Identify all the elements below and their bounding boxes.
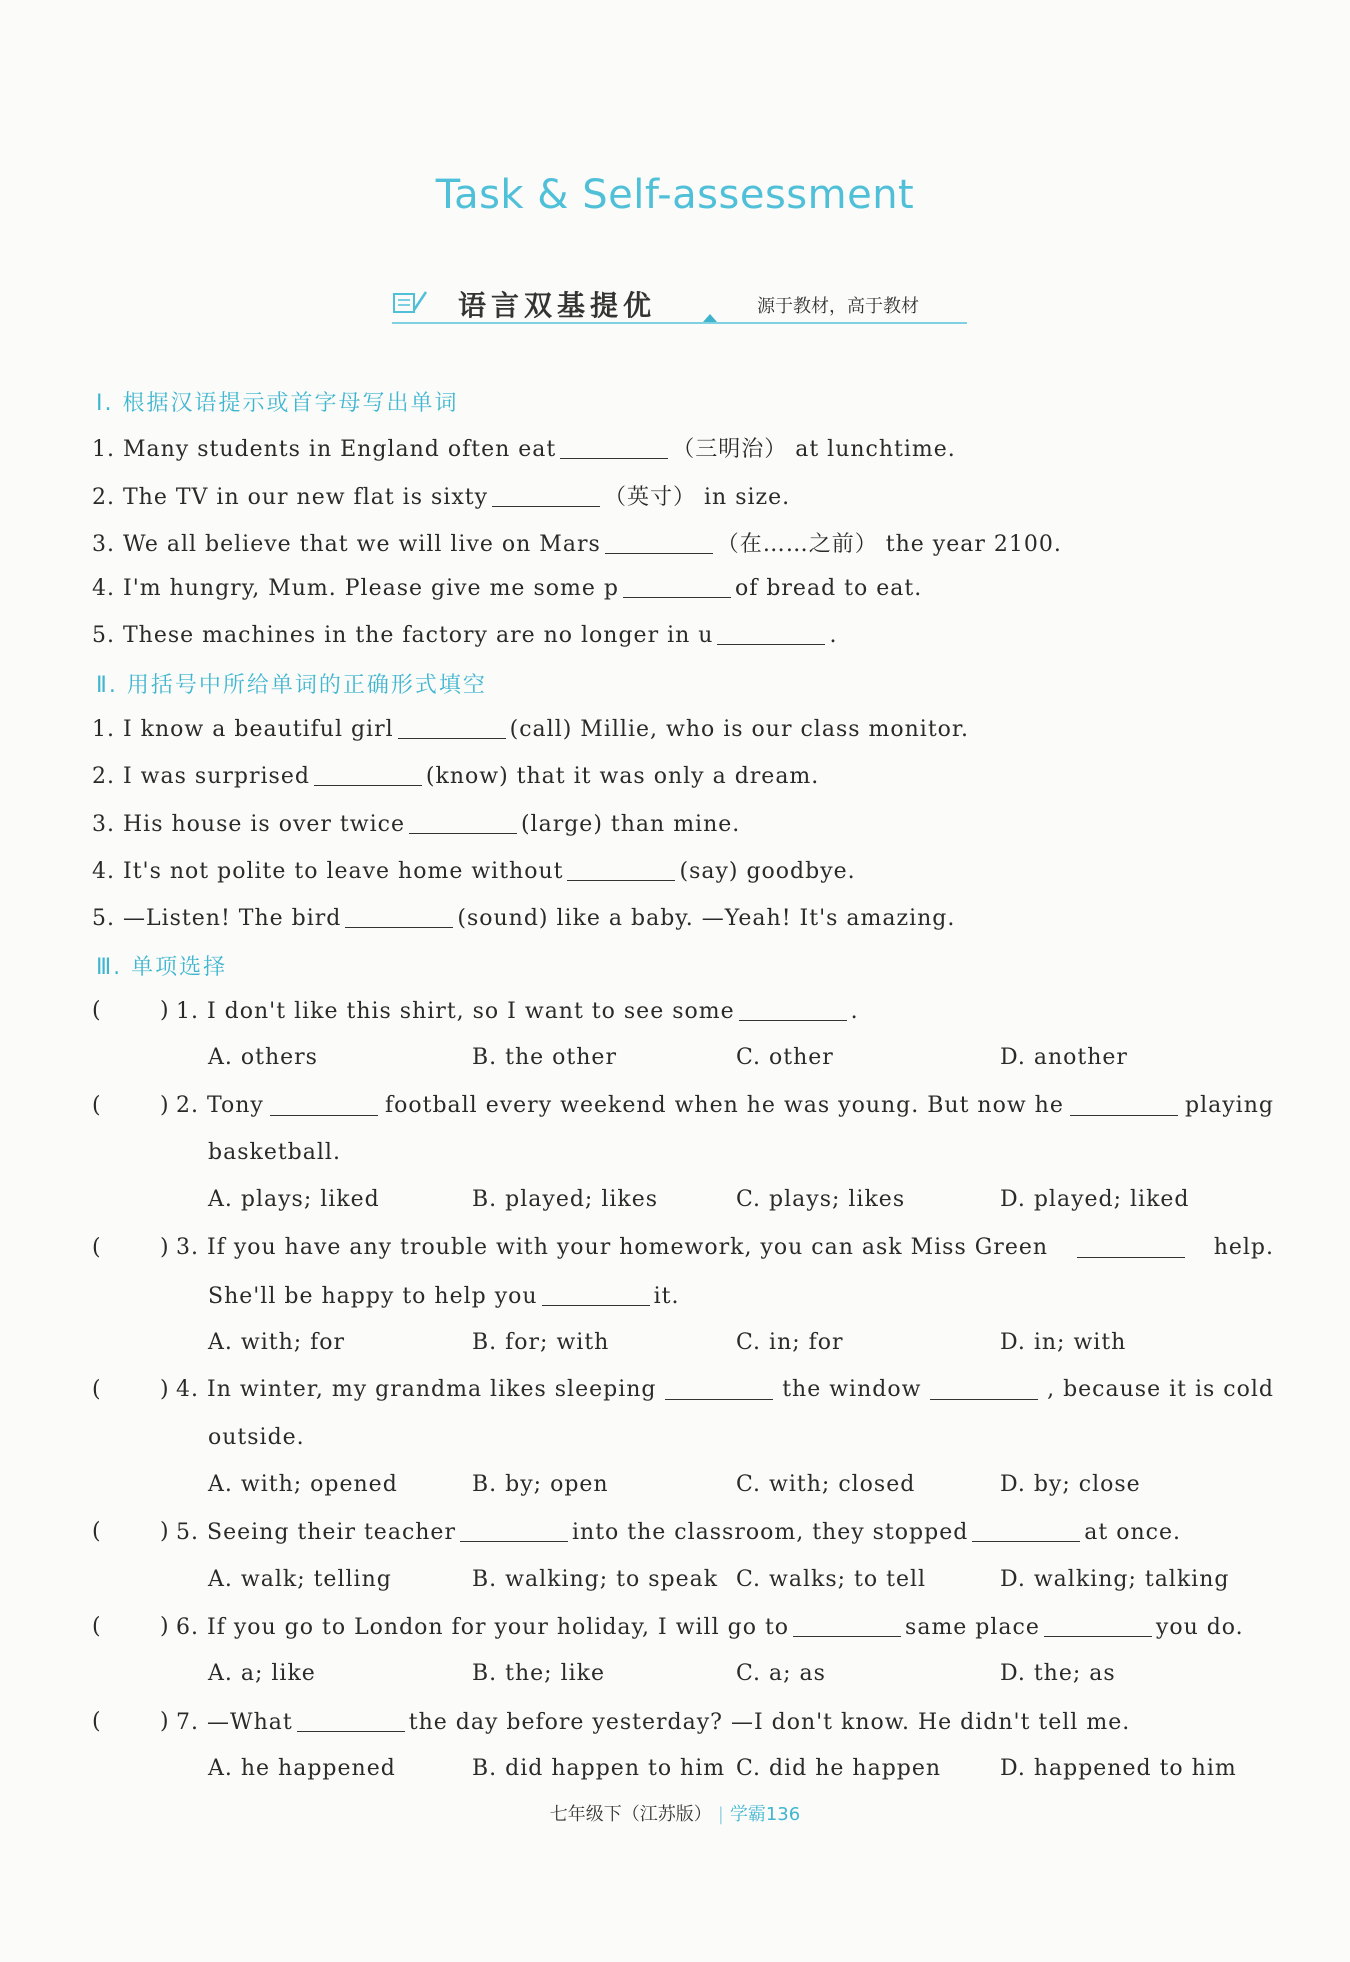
option-c[interactable]: C. other bbox=[736, 1045, 834, 1070]
s3-question-4-cont: outside. bbox=[208, 1425, 305, 1450]
s1-item-3: 3. We all believe that we will live on Mars （在……之前） the year 2100. bbox=[92, 532, 1062, 557]
answer-paren-close: ) bbox=[160, 1614, 169, 1639]
answer-blank[interactable] bbox=[1044, 1614, 1152, 1637]
answer-blank[interactable] bbox=[297, 1709, 405, 1732]
option-a[interactable]: A. walk; telling bbox=[208, 1567, 392, 1592]
s2-item-4: 4. It's not polite to leave home without (say) goodbye. bbox=[92, 859, 856, 884]
option-d[interactable]: D. in; with bbox=[1000, 1330, 1127, 1355]
answer-paren-open[interactable]: ( bbox=[92, 1614, 101, 1639]
option-d[interactable]: D. by; close bbox=[1000, 1472, 1141, 1497]
answer-blank[interactable] bbox=[1070, 1093, 1178, 1116]
s3-question-4: 4. In winter, my grandma likes sleeping the window , because it is cold bbox=[176, 1377, 1274, 1402]
answer-blank[interactable] bbox=[1077, 1235, 1185, 1258]
s1-item-1: 1. Many students in England often eat （三明治） at lunchtime. bbox=[92, 437, 956, 462]
option-a[interactable]: A. plays; liked bbox=[208, 1187, 380, 1212]
option-d[interactable]: D. the; as bbox=[1000, 1661, 1116, 1686]
answer-blank[interactable] bbox=[605, 531, 713, 554]
answer-blank[interactable] bbox=[623, 575, 731, 598]
page-title: Task & Self-assessment bbox=[435, 172, 915, 218]
answer-blank[interactable] bbox=[665, 1377, 773, 1400]
option-d[interactable]: D. walking; talking bbox=[1000, 1567, 1230, 1592]
answer-paren-open[interactable]: ( bbox=[92, 998, 101, 1023]
s1-item-5: 5. These machines in the factory are no longer in u . bbox=[92, 623, 838, 648]
answer-blank[interactable] bbox=[542, 1283, 650, 1306]
option-b[interactable]: B. played; likes bbox=[472, 1187, 659, 1212]
s2-item-2: 2. I was surprised (know) that it was only a dream. bbox=[92, 764, 820, 789]
option-a[interactable]: A. he happened bbox=[208, 1756, 396, 1781]
answer-blank[interactable] bbox=[345, 905, 453, 928]
answer-paren-open[interactable]: ( bbox=[92, 1519, 101, 1544]
answer-blank[interactable] bbox=[793, 1614, 901, 1637]
option-d[interactable]: D. happened to him bbox=[1000, 1756, 1237, 1781]
answer-blank[interactable] bbox=[567, 858, 675, 881]
s3-question-6: 6. If you go to London for your holiday, I will go to same place you do. bbox=[176, 1615, 1244, 1640]
answer-paren-close: ) bbox=[160, 1519, 169, 1544]
option-c[interactable]: C. walks; to tell bbox=[736, 1567, 927, 1592]
option-c[interactable]: C. in; for bbox=[736, 1330, 844, 1355]
s3-question-1: 1. I don't like this shirt, so I want to see some . bbox=[176, 999, 859, 1024]
s2-item-1: 1. I know a beautiful girl (call) Millie, who is our class monitor. bbox=[92, 717, 970, 742]
answer-paren-close: ) bbox=[160, 1709, 169, 1734]
notebook-icon bbox=[392, 288, 428, 316]
answer-blank[interactable] bbox=[314, 763, 422, 786]
answer-paren-open[interactable]: ( bbox=[92, 1709, 101, 1734]
option-a[interactable]: A. with; opened bbox=[208, 1472, 398, 1497]
banner-triangle bbox=[703, 314, 717, 322]
answer-blank[interactable] bbox=[560, 436, 668, 459]
page-number: 136 bbox=[765, 1804, 801, 1825]
option-c[interactable]: C. a; as bbox=[736, 1661, 826, 1686]
section-2-heading: Ⅱ. 用括号中所给单词的正确形式填空 bbox=[96, 673, 487, 698]
option-b[interactable]: B. for; with bbox=[472, 1330, 610, 1355]
s3-question-7: 7. —What the day before yesterday? —I don't know. He didn't tell me. bbox=[176, 1710, 1131, 1735]
answer-blank[interactable] bbox=[972, 1519, 1080, 1542]
option-b[interactable]: B. did happen to him bbox=[472, 1756, 726, 1781]
option-d[interactable]: D. played; liked bbox=[1000, 1187, 1190, 1212]
option-a[interactable]: A. others bbox=[208, 1045, 318, 1070]
section-3-heading: Ⅲ. 单项选择 bbox=[96, 955, 228, 980]
footer-grade: 七年级下（江苏版） bbox=[549, 1804, 712, 1825]
option-b[interactable]: B. the other bbox=[472, 1045, 617, 1070]
answer-paren-close: ) bbox=[160, 1235, 169, 1260]
s3-question-5: 5. Seeing their teacher into the classroom, they stopped at once. bbox=[176, 1520, 1181, 1545]
footer-brand: 学霸 bbox=[729, 1804, 766, 1825]
section-banner bbox=[392, 280, 967, 324]
option-a[interactable]: A. a; like bbox=[208, 1661, 316, 1686]
answer-paren-open[interactable]: ( bbox=[92, 1377, 101, 1402]
footer-separator: | bbox=[717, 1804, 724, 1825]
answer-blank[interactable] bbox=[492, 484, 600, 507]
s2-item-5: 5. —Listen! The bird (sound) like a baby. —Yeah! It's amazing. bbox=[92, 906, 956, 931]
s3-question-2: 2. Tony football every weekend when he was young. But now he playing bbox=[176, 1093, 1274, 1118]
s3-question-2-cont: basketball. bbox=[208, 1140, 341, 1165]
page-footer bbox=[0, 1800, 1350, 1826]
banner-title: 语言双基提优 bbox=[458, 289, 657, 322]
answer-blank[interactable] bbox=[398, 716, 506, 739]
s1-item-4: 4. I'm hungry, Mum. Please give me some p of bread to eat. bbox=[92, 576, 923, 601]
s1-item-2: 2. The TV in our new flat is sixty （英寸） in size. bbox=[92, 485, 791, 510]
answer-blank[interactable] bbox=[460, 1519, 568, 1542]
answer-paren-close: ) bbox=[160, 1377, 169, 1402]
option-a[interactable]: A. with; for bbox=[208, 1330, 346, 1355]
option-c[interactable]: C. with; closed bbox=[736, 1472, 916, 1497]
option-b[interactable]: B. by; open bbox=[472, 1472, 609, 1497]
answer-paren-open[interactable]: ( bbox=[92, 1235, 101, 1260]
answer-blank[interactable] bbox=[409, 811, 517, 834]
option-c[interactable]: C. plays; likes bbox=[736, 1187, 906, 1212]
option-c[interactable]: C. did he happen bbox=[736, 1756, 942, 1781]
s2-item-3: 3. His house is over twice (large) than mine. bbox=[92, 812, 741, 837]
option-b[interactable]: B. the; like bbox=[472, 1661, 606, 1686]
answer-blank[interactable] bbox=[717, 622, 825, 645]
s3-question-3: 3. If you have any trouble with your homework, you can ask Miss Green help. bbox=[176, 1235, 1274, 1260]
answer-paren-open[interactable]: ( bbox=[92, 1093, 101, 1118]
section-1-heading: Ⅰ. 根据汉语提示或首字母写出单词 bbox=[96, 391, 459, 416]
answer-paren-close: ) bbox=[160, 1093, 169, 1118]
option-d[interactable]: D. another bbox=[1000, 1045, 1128, 1070]
answer-blank[interactable] bbox=[270, 1093, 378, 1116]
option-b[interactable]: B. walking; to speak bbox=[472, 1567, 719, 1592]
answer-paren-close: ) bbox=[160, 998, 169, 1023]
answer-blank[interactable] bbox=[739, 998, 847, 1021]
banner-subtitle: 源于教材，高于教材 bbox=[757, 296, 919, 317]
answer-blank[interactable] bbox=[930, 1377, 1038, 1400]
s3-question-3-cont: She'll be happy to help you it. bbox=[208, 1284, 680, 1309]
